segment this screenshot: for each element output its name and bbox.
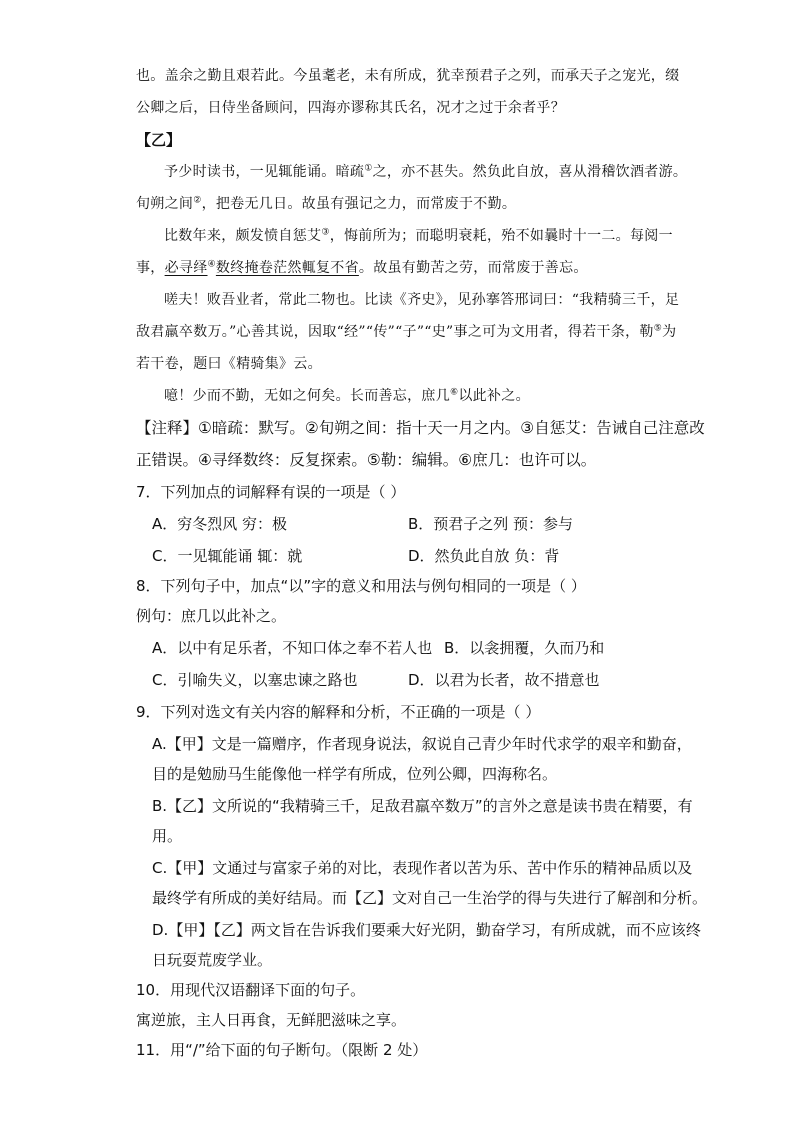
text-span: 以此补之。: [458, 388, 530, 404]
q8-option-b[interactable]: B．以衾拥覆，久而乃和: [444, 639, 605, 657]
yi-passage-line: [164, 386, 530, 406]
q9-option-a-cont: 目的是勉励马生能像他一样学有所成，位列公卿，四海称名。: [152, 765, 558, 783]
question-10-stem: 10．用现代汉语翻译下面的句子。: [136, 981, 366, 999]
text-span: 比数年来，颇发愤自惩艾: [164, 228, 322, 244]
text-span: 事，: [136, 260, 165, 276]
text-span: ，悔前所为；而聪明衰耗，殆不如曩时十一二。每阅一: [329, 228, 673, 244]
notes-line: 【注释】①暗疏：默写。②旬朔之间：指十天一月之内。③自惩艾：告诫自己注意改: [136, 419, 705, 437]
q9-option-d[interactable]: D.【甲】【乙】两文旨在告诉我们要乘大好光阴，勤奋学习，有所成就，而不应该终: [152, 921, 701, 939]
text-span: 噫！少而不勤，无如之何矣。长而善忘，庶几: [164, 388, 450, 404]
q9-option-b-cont: 用。: [152, 827, 183, 845]
q7-option-d[interactable]: D．然负此自放 负：背: [408, 547, 560, 565]
yi-passage-line: 若干卷，题曰《精骑集》云。: [136, 356, 322, 372]
jia-passage-line: 公卿之后，日侍坐备顾问，四海亦谬称其氏名，况才之过于余者乎？: [136, 100, 565, 116]
q9-option-b[interactable]: B.【乙】文所说的“我精骑三千，足敌君羸卒数万”的言外之意是读书贵在精要，有: [152, 797, 693, 815]
question-8-example: 例句：庶几以此补之。: [136, 607, 287, 625]
jia-passage-line: 也。盖余之勤且艰若此。今虽耄老，未有所成，犹幸预君子之列，而承天子之宠光，缀: [136, 68, 680, 84]
q9-option-c[interactable]: C.【甲】文通过与富家子弟的对比，表现作者以苦为乐、苦中作乐的精神品质以及: [152, 859, 693, 877]
yi-passage-line: 嗟夫！败吾业者，常此二物也。比读《齐史》，见孙搴答邢词曰：“我精骑三千，足: [164, 292, 680, 308]
q7-option-c[interactable]: C．一见辄能诵 辄：就: [152, 547, 303, 565]
q9-option-c-cont: 最终学有所成的美好结局。而【乙】文对自己一生治学的得与失进行了解剖和分析。: [152, 889, 708, 907]
question-10-sentence: 寓逆旅，主人日再食，无鲜肥滋味之享。: [136, 1011, 407, 1029]
footnote-marker: ③: [321, 227, 330, 238]
yi-passage-line: [136, 258, 588, 278]
text-span: ，把卷无几日。故虽有强记之力，而常废于不勤。: [201, 196, 517, 212]
text-span: 敌君羸卒数万。”心善其说，因取“经”“传”“子”“史”事之可为文用者，得若干条，勒: [136, 324, 654, 340]
passage-yi-heading: 【乙】: [136, 131, 182, 149]
footnote-marker: ⑤: [653, 323, 663, 334]
footnote-marker: ②: [193, 195, 202, 206]
underlined-text: 数终掩卷茫然輒复不省: [215, 260, 359, 276]
q7-option-a[interactable]: A．穷冬烈风 穷：极: [152, 515, 288, 533]
q9-option-d-cont: 日玩耍荒废学业。: [152, 951, 273, 969]
q9-option-a[interactable]: A.【甲】文是一篇赠序，作者现身说法，叙说自己青少年时代求学的艰辛和勤奋，: [152, 735, 692, 753]
footnote-marker: ④: [207, 259, 216, 270]
yi-passage-line: [164, 226, 673, 246]
q8-option-d[interactable]: D．以君为长者，故不措意也: [408, 671, 600, 689]
q7-option-b[interactable]: B．预君子之列 预：参与: [408, 515, 574, 533]
yi-passage-line: [136, 194, 516, 214]
question-8-stem: 8．下列句子中，加点“以”字的意义和用法与例句相同的一项是（ ）: [136, 577, 586, 595]
text-span: 为: [662, 324, 677, 340]
footnote-marker: ⑥: [450, 387, 459, 398]
q8-option-c[interactable]: C．引喻失义，以塞忠谏之路也: [152, 671, 358, 689]
text-span: 予少时读书，一见辄能诵。暗疏: [164, 164, 365, 180]
q8-option-a[interactable]: A．以中有足乐者，不知口体之奉不若人也: [152, 639, 433, 657]
text-span: 。故虽有勤苦之劳，而常废于善忘。: [358, 260, 588, 276]
underlined-text: 必寻绎: [164, 260, 208, 276]
text-span: 之，亦不甚失。然负此自放，喜从滑稽饮酒者游。: [372, 164, 688, 180]
question-11-stem: 11．用“/”给下面的句子断句。（限断 2 处）: [136, 1041, 428, 1059]
footnote-marker: ①: [364, 163, 373, 174]
text-span: 旬朔之间: [136, 196, 194, 212]
notes-line: 正错误。④寻绎数终：反复探索。⑤勒：编辑。⑥庶几：也许可以。: [136, 451, 597, 469]
question-7-stem: 7．下列加点的词解释有误的一项是（ ）: [136, 483, 406, 501]
yi-passage-line: [136, 322, 676, 342]
yi-passage-line: [164, 162, 687, 182]
question-9-stem: 9．下列对选文有关内容的解释和分析，不正确的一项是（ ）: [136, 703, 541, 721]
